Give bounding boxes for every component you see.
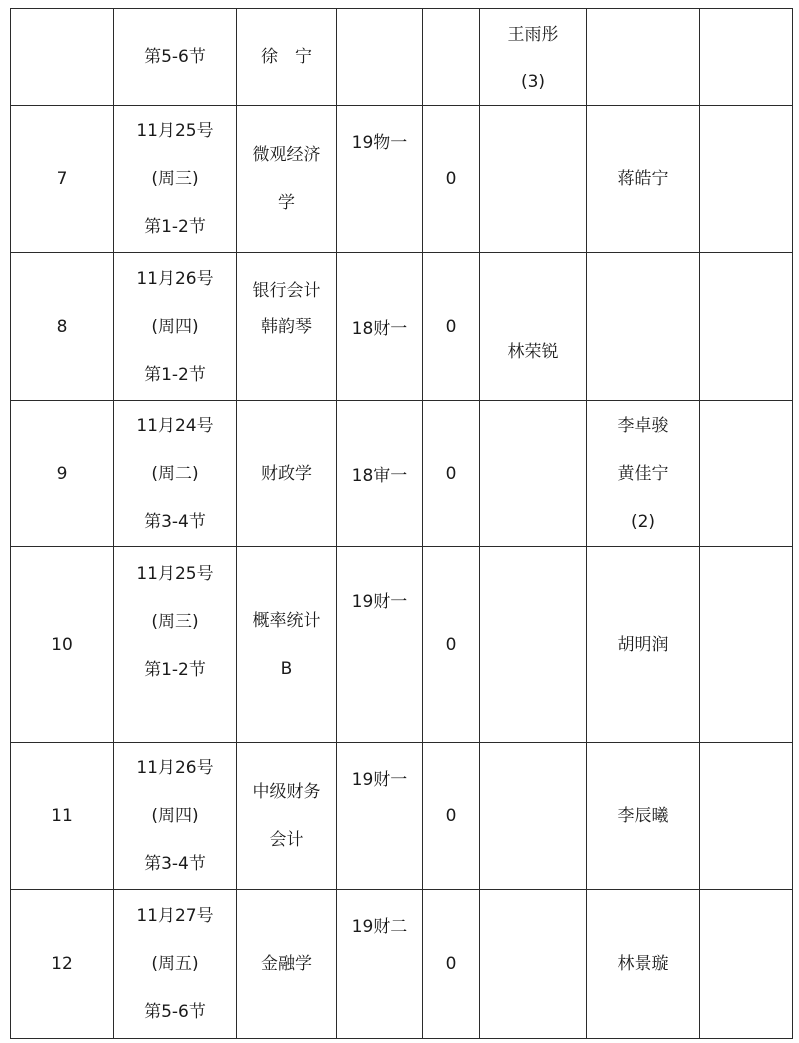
course-line: 微观经济 bbox=[252, 145, 321, 165]
course-line: 银行会计 bbox=[252, 281, 321, 301]
date-weekday: (周三) bbox=[151, 612, 199, 632]
course-line: 学 bbox=[278, 193, 295, 213]
class-cell bbox=[337, 9, 423, 106]
date-cell bbox=[114, 106, 237, 253]
date-period: 第3-4节 bbox=[144, 854, 206, 874]
table-row bbox=[11, 547, 793, 743]
row-number-cell: 7 bbox=[11, 106, 114, 253]
late-cell bbox=[587, 547, 700, 743]
count-note: (3) bbox=[520, 72, 546, 92]
class-cell: 19财一 bbox=[337, 743, 423, 890]
remark-cell bbox=[700, 890, 793, 1039]
date-cell bbox=[114, 401, 237, 547]
remark-cell bbox=[700, 401, 793, 547]
course-line: 概率统计 bbox=[252, 610, 321, 631]
count-note: (2) bbox=[630, 511, 656, 532]
row-number-cell: 9 bbox=[11, 401, 114, 547]
name-line: 李卓骏 bbox=[617, 415, 669, 436]
late-cell bbox=[587, 106, 700, 253]
class-cell: 18审一 bbox=[337, 401, 423, 547]
date-day: 11月24号 bbox=[136, 415, 214, 436]
table-row bbox=[11, 106, 793, 253]
class-cell: 19物一 bbox=[337, 106, 423, 253]
date-period: 第1-2节 bbox=[144, 660, 206, 680]
late-cell bbox=[587, 890, 700, 1039]
table-row bbox=[11, 401, 793, 547]
course-line: 中级财务 bbox=[252, 782, 321, 802]
count-cell: 0 bbox=[423, 253, 480, 401]
course-line: 金融学 bbox=[261, 954, 312, 974]
name-line: 王雨彤 bbox=[507, 25, 559, 45]
course-line: 会计 bbox=[269, 830, 304, 850]
date-period: 第1-2节 bbox=[144, 217, 206, 237]
date-cell bbox=[114, 253, 237, 401]
absent-cell bbox=[480, 547, 587, 743]
count-cell: 0 bbox=[423, 401, 480, 547]
class-cell: 19财一 bbox=[337, 547, 423, 743]
date-cell bbox=[114, 743, 237, 890]
table-row bbox=[11, 890, 793, 1039]
date-day: 11月26号 bbox=[136, 268, 214, 289]
class-cell: 19财二 bbox=[337, 890, 423, 1039]
course-cell bbox=[237, 9, 337, 106]
late-cell bbox=[587, 401, 700, 547]
table-row bbox=[11, 9, 793, 106]
absent-cell bbox=[480, 106, 587, 253]
count-cell: 0 bbox=[423, 743, 480, 890]
remark-cell bbox=[700, 547, 793, 743]
absent-cell bbox=[480, 890, 587, 1039]
name-line: 胡明润 bbox=[617, 634, 669, 655]
course-line: 财政学 bbox=[261, 463, 312, 484]
name-line: 李辰曦 bbox=[617, 806, 669, 826]
late-cell bbox=[587, 743, 700, 890]
date-period: 第5-6节 bbox=[144, 47, 206, 67]
course-cell bbox=[237, 890, 337, 1039]
course-line: B bbox=[280, 658, 293, 679]
row-number-cell: 12 bbox=[11, 890, 114, 1039]
name-line: 蒋皓宁 bbox=[617, 169, 669, 189]
late-cell bbox=[587, 9, 700, 106]
course-cell bbox=[237, 743, 337, 890]
date-period: 第5-6节 bbox=[144, 1002, 206, 1022]
remark-cell bbox=[700, 743, 793, 890]
remark-cell bbox=[700, 253, 793, 401]
course-cell bbox=[237, 401, 337, 547]
class-cell: 18财一 bbox=[337, 253, 423, 401]
absent-cell bbox=[480, 9, 587, 106]
date-period: 第3-4节 bbox=[144, 511, 206, 532]
name-line: 林景璇 bbox=[617, 954, 669, 974]
date-period: 第1-2节 bbox=[144, 364, 206, 385]
date-cell bbox=[114, 9, 237, 106]
count-cell: 0 bbox=[423, 106, 480, 253]
row-number-cell bbox=[11, 9, 114, 106]
date-weekday: (周三) bbox=[151, 169, 199, 189]
count-cell bbox=[423, 9, 480, 106]
absent-cell bbox=[480, 401, 587, 547]
remark-cell bbox=[700, 9, 793, 106]
date-day: 11月27号 bbox=[136, 906, 214, 926]
date-day: 11月25号 bbox=[136, 121, 214, 141]
row-number-cell: 10 bbox=[11, 547, 114, 743]
count-cell: 0 bbox=[423, 547, 480, 743]
date-cell bbox=[114, 890, 237, 1039]
date-weekday: (周四) bbox=[151, 806, 199, 826]
row-number-cell: 8 bbox=[11, 253, 114, 401]
course-cell bbox=[237, 253, 337, 401]
absent-cell bbox=[480, 253, 587, 401]
course-cell bbox=[237, 106, 337, 253]
date-day: 11月26号 bbox=[136, 758, 214, 778]
date-weekday: (周五) bbox=[151, 954, 199, 974]
name-line: 林荣锐 bbox=[507, 342, 559, 362]
remark-cell bbox=[700, 106, 793, 253]
date-weekday: (周四) bbox=[151, 316, 199, 337]
count-cell: 0 bbox=[423, 890, 480, 1039]
course-cell bbox=[237, 547, 337, 743]
date-weekday: (周二) bbox=[151, 463, 199, 484]
date-day: 11月25号 bbox=[136, 564, 214, 584]
late-cell bbox=[587, 253, 700, 401]
table-row bbox=[11, 253, 793, 401]
course-line: 徐 宁 bbox=[261, 47, 312, 67]
row-number-cell: 11 bbox=[11, 743, 114, 890]
course-line: 韩韵琴 bbox=[261, 317, 312, 337]
name-line: 黄佳宁 bbox=[617, 463, 669, 484]
schedule-table bbox=[10, 8, 793, 1039]
date-cell bbox=[114, 547, 237, 743]
absent-cell bbox=[480, 743, 587, 890]
table-row bbox=[11, 743, 793, 890]
